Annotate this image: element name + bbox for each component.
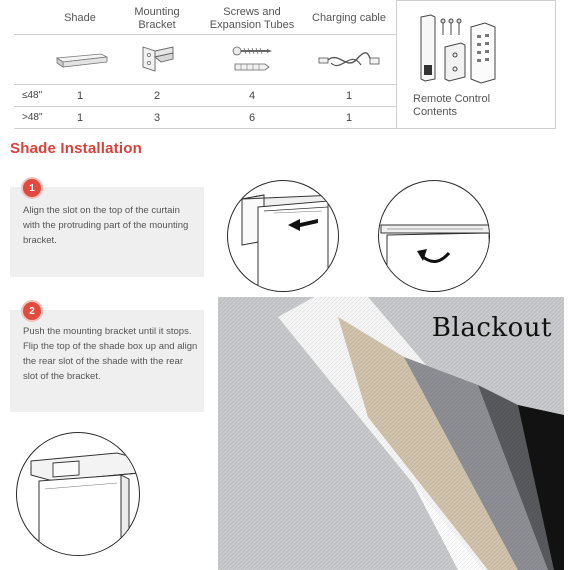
table-cell: 3	[153, 112, 161, 124]
mounting-bracket-icon	[128, 40, 186, 80]
step-1-card	[10, 182, 204, 277]
table-divider	[14, 34, 396, 35]
section-title: Shade Installation	[10, 140, 142, 157]
row-label: >48"	[22, 112, 43, 123]
table-cell: 1	[76, 90, 84, 102]
col-header-bracket: Mounting Bracket	[134, 6, 180, 31]
table-divider	[14, 128, 396, 129]
table-cell: 1	[345, 112, 353, 124]
parts-table	[0, 0, 396, 129]
step-2-diagram-push	[16, 432, 140, 556]
table-divider	[14, 84, 396, 85]
screws-icon	[222, 40, 282, 80]
photo-title: Blackout	[431, 313, 552, 343]
shade-rail-icon	[50, 40, 112, 80]
step-2-card	[10, 305, 204, 412]
table-divider	[14, 106, 396, 107]
step-2-text: Push the mounting bracket until it stops. Flip the top of the shade box up and align the rear slot of the shade with the rear slot of the bracket.	[23, 326, 198, 382]
remote-control-panel	[396, 0, 556, 129]
table-cell: 6	[248, 112, 256, 124]
row-label: ≤48"	[22, 90, 43, 101]
table-cell: 1	[345, 90, 353, 102]
col-header-screws: Screws and Expansion Tubes	[209, 6, 295, 31]
step-1-diagram-rotate	[378, 180, 490, 292]
col-header-cable: Charging cable	[312, 12, 386, 24]
step-1-text: Align the slot on the top of the curtain with the protruding part of the mounting bracket.	[23, 205, 189, 246]
col-header-shade: Shade	[64, 12, 96, 24]
step-number-badge: 1	[23, 179, 41, 197]
remote-control-icon	[415, 13, 507, 90]
remote-contents-label: Remote Control Contents	[413, 93, 491, 118]
charging-cable-icon	[314, 40, 384, 80]
table-cell: 2	[153, 90, 161, 102]
step-1-diagram-align	[227, 180, 339, 292]
step-number-badge: 2	[23, 302, 41, 320]
blackout-fabric-photo	[218, 297, 564, 570]
table-cell: 4	[248, 90, 256, 102]
table-cell: 1	[76, 112, 84, 124]
